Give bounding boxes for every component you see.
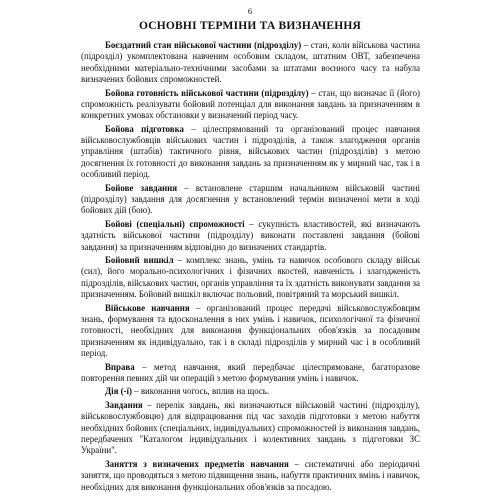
definition-text: – цілеспрямований та організований процес навчання військовослужбовців військових частин і підрозділів, а також злагодження органів управління (штабів) тактичного рівня, військових частин (підрозділів) з метою досягнення їх готовності до виконання завдань за призначенням як у мирний час, так і в особливий період. — [81, 123, 420, 180]
definition-text: – метод навчання, який передбачає цілеспрямоване, багаторазове повторення певних дій чи операцій з метою формування умінь і навичок. — [81, 361, 420, 383]
definition-text: – перелік завдань, які визначаються військовій частині (підрозділу), військовослужбовцю) для відпрацювання під час заходів підготовки з метою набуття необхідних бойових (спеціальних, індивідуальних) спроможностей із виконання завдань, передбачених "Каталогом індивідуальних і колективних завдань з підготовки ЗС України". — [81, 400, 420, 456]
definition-entry — [81, 255, 420, 300]
definition-entry — [81, 88, 420, 122]
definition-term: Боєздатний стан військової частини (підрозділу) — [105, 40, 302, 50]
definition-term: Бойові (спеціальні) спроможності — [105, 218, 245, 229]
definition-text: – виконання чогось, вплив на щось. — [131, 386, 270, 397]
definitions-list — [81, 40, 420, 495]
definition-entry — [81, 459, 420, 493]
definition-text: – систематичні або періодичні заняття, що проводяться з метою підвищення знань, набуття практичних вмінь і навичок, необхідних для виконання функціональних обов'язків за посадою. — [81, 458, 420, 492]
definition-entry — [81, 362, 420, 385]
definition-text: – сукупність властивостей, які визначають здатність військової частини (підрозділу) виконати поставлені завдання (бойові завдання) за призначенням відповідно до визначених стандартів. — [81, 218, 420, 252]
definition-entry — [81, 124, 420, 181]
definition-text: – стан, коли військова частина (підрозділ) укомплектована навченим особовим складом, штатним ОВТ, забезпечена необхідними матеріально-технічними засобами за штатами воєнного часу та набула визначених бойових спроможностей. — [81, 40, 420, 85]
definition-term: Бойова підготовка — [105, 123, 184, 134]
definition-term: Дія (-ї) — [105, 386, 132, 397]
definition-text: – стан, що визначає її (його) спроможність реалізувати бойовий потенціал для виконання завдань за призначенням в конкретних умовах обстановки у визначений період часу. — [81, 87, 420, 121]
definition-entry — [81, 386, 420, 397]
definition-entry — [81, 400, 420, 457]
definition-term: Військове навчання — [105, 302, 190, 313]
definition-term: Бойове завдання — [105, 182, 178, 193]
definition-entry — [81, 183, 420, 217]
definition-term: Вправа — [105, 361, 135, 372]
definition-entry — [81, 303, 420, 360]
definition-term: Бойова готовність військової частини (підрозділу) — [105, 87, 309, 98]
page-number: 6 — [247, 6, 253, 16]
definition-term: Завдання — [105, 400, 143, 410]
definition-entry — [81, 219, 420, 253]
definition-text: – організований процес передачі військовослужбовцям знань, формування та вдосконалення в них умінь і навичок, психологічної та фізичної готовності, необхідних для виконання функціональних обов'язків за посадовим призначенням як індивідуально, так і в складі підрозділів у мирний час і в особливий період. — [81, 302, 420, 359]
definition-term: Бойовий вишкіл — [105, 255, 174, 266]
definition-text: – встановлене старшим начальником військовій частині (підрозділу) завдання для досягнення у встановлений термін визначеної мети в ході бойових дій (бою). — [81, 182, 420, 216]
definition-entry — [81, 40, 420, 85]
definition-term: Заняття з визначених предметів навчання — [105, 458, 289, 469]
definition-text: – комплекс знань, умінь та навичок особового складу військ (сил), його морально-психологічних і фізичних якостей, навченість і злагодженість підрозділів, військових частин, органів управління та їх здатність виконувати завдання за призначенням. Бойовий вишкіл включає польовий, повітряний та морський вишкіл. — [81, 255, 420, 300]
page-title: ОСНОВНІ ТЕРМІНИ ТА ВИЗНАЧЕННЯ — [138, 20, 362, 32]
